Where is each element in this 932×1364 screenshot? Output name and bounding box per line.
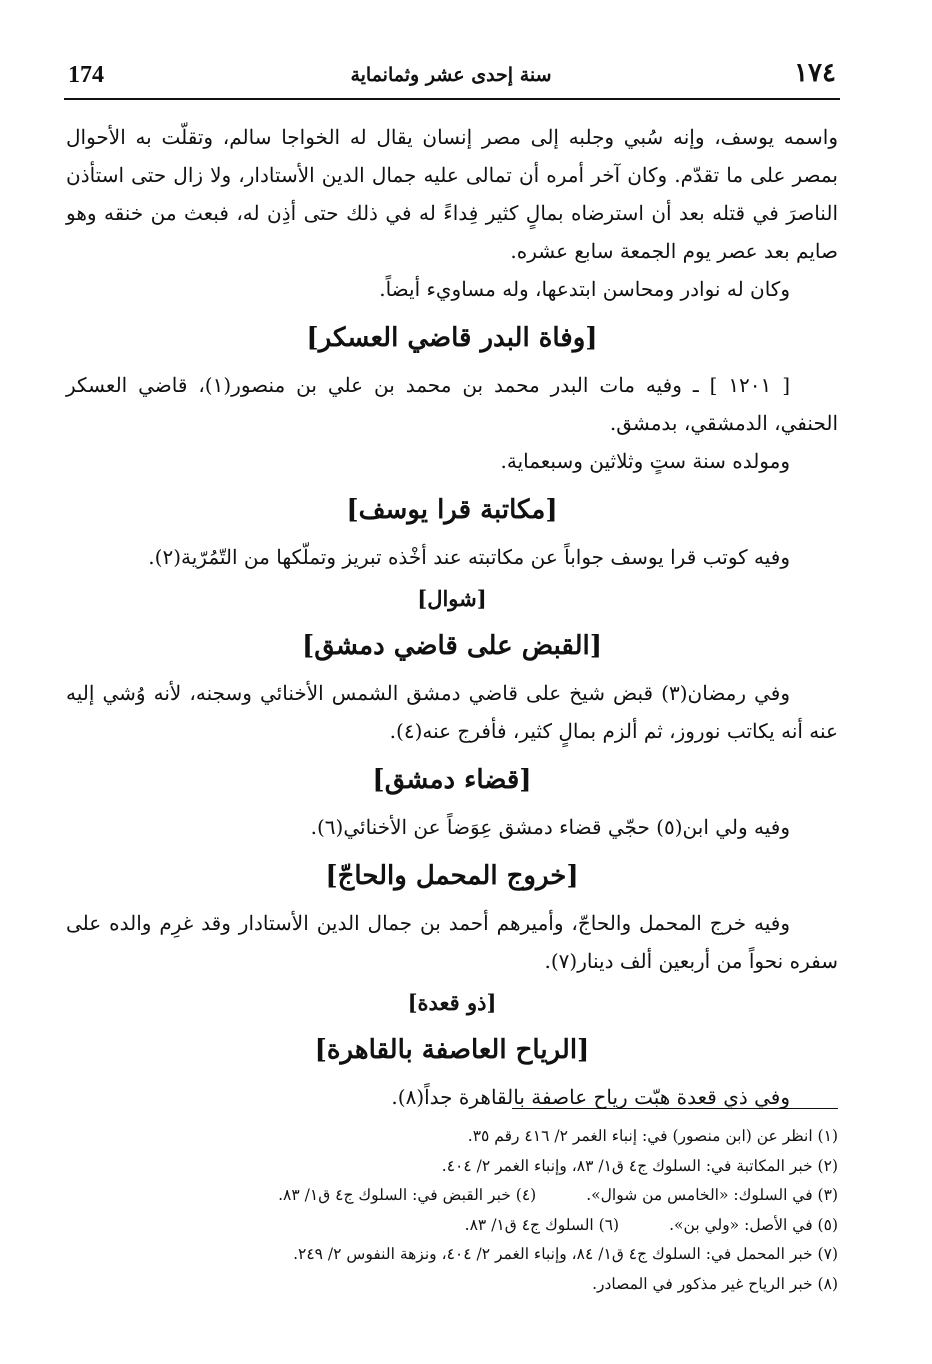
footnote-1: (١) انظر عن (ابن منصور) في: إنباء الغمر ٢/ ٤١٦ رقم ٣٥. <box>467 1127 838 1145</box>
footnote-4: (٤) خبر القبض في: السلوك ج٤ ق١/ ٨٣. <box>278 1186 537 1204</box>
paragraph: واسمه يوسف، وإنه سُبي وجلبه إلى مصر إنسان يقال له الخواجا سالم، وتقلّت به الأحوال بمصر على ما تقدّم. وكان آخر أمره أن تمالى عليه جمال الدين الأستادار، ولا زال حتى استأذن الناصرَ في قتله بعد أن استرضاه بمالٍ كثير فِداءً له في ذلك حتى أذِن له، فبعث من خنقه وهو صايم بعد عصر يوم الجمعة سابع عشره. <box>66 125 838 263</box>
paragraph: وفيه كوتب قرا يوسف جواباً عن مكاتبته عند أخْذه تبريز وتملّكها من التّمُرّية(٢). <box>148 545 790 569</box>
footnote-6: (٦) السلوك ج٤ ق١/ ٨٣. <box>464 1215 620 1234</box>
footnote-5: (٥) في الأصل: «ولي بن». <box>669 1215 838 1234</box>
footnote-rule <box>512 1108 838 1109</box>
footnote-8: (٨) خبر الرياح غير مذكور في المصادر. <box>592 1274 838 1293</box>
section-heading: [القبض على قاضي دمشق] <box>301 631 603 661</box>
page-number-latin: 174 <box>68 62 104 88</box>
footnotes <box>66 1122 838 1299</box>
running-title: سنة إحدى عشر وثمانماية <box>350 64 552 86</box>
paragraph: وفيه خرج المحمل والحاجّ، وأميرهم أحمد بن جمال الدين الأستادار وقد غرِم والده على سفره نحواً من أربعين ألف دينار(٧). <box>66 911 838 973</box>
section-heading: [خروج المحمل والحاجّ] <box>325 861 579 891</box>
footnote-row <box>66 1211 838 1241</box>
paragraph: وكان له نوادر ومحاسن ابتدعها، وله مساويء أيضاً. <box>379 277 790 301</box>
month-heading: [شوال] <box>417 586 487 611</box>
entry-paragraph: [ ١٢٠١ ] ـ وفيه مات البدر محمد بن محمد بن علي بن منصور(١)، قاضي العسكر الحنفي، الدمشقي، بدمشق. <box>66 373 838 435</box>
section-heading: [مكاتبة قرا يوسف] <box>346 495 558 525</box>
footnote-3: (٣) في السلوك: «الخامس من شوال». <box>586 1186 838 1204</box>
page-number-arabic: ١٧٤ <box>794 58 836 88</box>
section-heading: [الرياح العاصفة بالقاهرة] <box>314 1035 590 1065</box>
footnote-2: (٢) خبر المكاتبة في: السلوك ج٤ ق١/ ٨٣، وإنباء الغمر ٢/ ٤٠٤. <box>441 1156 838 1175</box>
header-rule <box>64 98 840 100</box>
month-heading: [ذو قعدة] <box>407 990 497 1015</box>
main-text <box>66 118 838 1116</box>
paragraph: وفي ذي قعدة هبّت رياح عاصفة بالقاهرة جداً(٨). <box>391 1085 790 1109</box>
section-heading: [قضاء دمشق] <box>372 765 532 795</box>
paragraph: ومولده سنة ستٍ وثلاثين وسبعماية. <box>500 449 790 473</box>
footnote-row <box>66 1181 838 1211</box>
page-header <box>64 58 838 98</box>
paragraph: وفيه ولي ابن(٥) حجّي قضاء دمشق عِوَضاً عن الأخنائي(٦). <box>310 815 790 839</box>
section-heading: [وفاة البدر قاضي العسكر] <box>306 323 598 353</box>
footnote-7: (٧) خبر المحمل في: السلوك ج٤ ق١/ ٨٤، وإنباء الغمر ٢/ ٤٠٤، ونزهة النفوس ٢/ ٢٤٩. <box>293 1245 838 1263</box>
paragraph: وفي رمضان(٣) قبض شيخ على قاضي دمشق الشمس الأخنائي وسجنه، لأنه وُشي إليه عنه أنه يكاتب نوروز، ثم ألزم بمالٍ كثير، فأفرج عنه(٤). <box>66 681 838 743</box>
